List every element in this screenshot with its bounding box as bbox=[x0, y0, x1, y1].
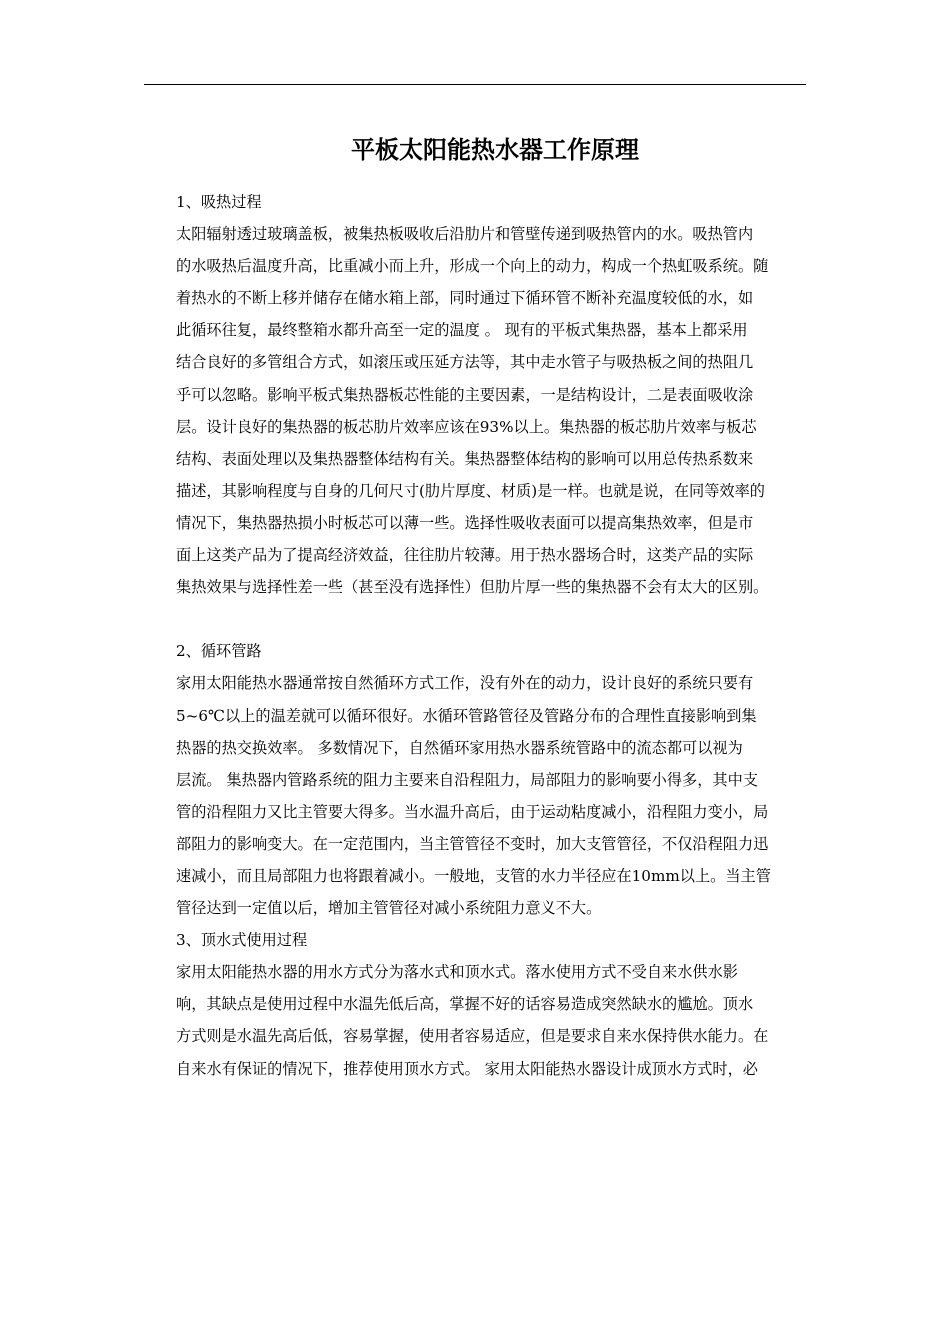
body-line: 面上这类产品为了提高经济效益，往往肋片较薄。用于热水器场合时，这类产品的实际 bbox=[176, 546, 754, 565]
body-line: 此循环往复，最终整箱水都升高至一定的温度 。 现有的平板式集热器，基本上都采用 bbox=[176, 321, 748, 340]
section-heading: 1、吸热过程 bbox=[176, 193, 262, 211]
body-line: 情况下，集热器热损小时板芯可以薄一些。选择性吸收表面可以提高集热效率，但是市 bbox=[176, 513, 754, 532]
body-line: 结构、表面处理以及集热器整体结构有关。集热器整体结构的影响可以用总传热系数来 bbox=[176, 449, 754, 468]
body-line: 部阻力的影响变大。在一定范围内，当主管管径不变时，加大支管管径，不仅沿程阻力迅 bbox=[176, 834, 769, 853]
body-line: 速减小，而且局部阻力也将跟着减小。一般地，支管的水力半径应在10mm以上。当主管 bbox=[176, 866, 771, 885]
body-line: 集热效果与选择性差一些（甚至没有选择性）但肋片厚一些的集热器不会有太大的区别。 bbox=[176, 578, 769, 597]
body-line: 乎可以忽略。影响平板式集热器板芯性能的主要因素，一是结构设计，二是表面吸收涂 bbox=[176, 385, 754, 404]
body-line: 方式则是水温先高后低，容易掌握，使用者容易适应，但是要求自来水保持供水能力。在 bbox=[176, 1027, 769, 1046]
body-line: 家用太阳能热水器通常按自然循环方式工作，没有外在的动力，设计良好的系统只要有 bbox=[176, 674, 754, 693]
section-heading: 3、顶水式使用过程 bbox=[176, 931, 308, 950]
document-title: 平板太阳能热水器工作原理 bbox=[351, 136, 639, 164]
body-line: 着热水的不断上移并储存在储水箱上部，同时通过下循环管不断补充温度较低的水，如 bbox=[176, 289, 754, 308]
body-line: 管径达到一定值以后，增加主管管径对减小系统阻力意义不大。 bbox=[176, 899, 602, 918]
body-line: 结合良好的多管组合方式，如滚压或压延方法等，其中走水管子与吸热板之间的热阻几 bbox=[176, 353, 754, 372]
body-line: 层流。 集热器内管路系统的阻力主要来自沿程阻力，局部阻力的影响要小得多，其中支 bbox=[176, 770, 758, 789]
body-line: 太阳辐射透过玻璃盖板，被集热板吸收后沿肋片和管壁传递到吸热管内的水。吸热管内 bbox=[176, 225, 754, 244]
body-line: 自来水有保证的情况下，推荐使用顶水方式。 家用太阳能热水器设计成顶水方式时，必 bbox=[176, 1059, 758, 1078]
header-rule bbox=[144, 84, 806, 85]
body-line: 家用太阳能热水器的用水方式分为落水式和顶水式。落水使用方式不受自来水供水影 bbox=[176, 963, 738, 982]
paragraph-spacer bbox=[176, 603, 816, 635]
body-line: 5~6℃以上的温差就可以循环很好。水循环管路管径及管路分布的合理性直接影响到集 bbox=[176, 706, 757, 725]
document-body bbox=[176, 186, 816, 1085]
section-heading: 2、循环管路 bbox=[176, 642, 262, 661]
body-line: 描述，其影响程度与自身的几何尺寸(肋片厚度、材质)是一样。也就是说，在同等效率的 bbox=[176, 481, 765, 500]
body-line: 热器的热交换效率。 多数情况下，自然循环家用热水器系统管路中的流态都可以视为 bbox=[176, 738, 743, 757]
body-line: 层。设计良好的集热器的板芯肋片效率应该在93%以上。集热器的板芯肋片效率与板芯 bbox=[176, 417, 757, 436]
body-line: 响，其缺点是使用过程中水温先低后高，掌握不好的话容易造成突然缺水的尴尬。顶水 bbox=[176, 995, 754, 1014]
body-line: 的水吸热后温度升高，比重减小而上升，形成一个向上的动力，构成一个热虹吸系统。随 bbox=[176, 257, 769, 276]
body-line: 管的沿程阻力又比主管要大得多。当水温升高后，由于运动粘度减小，沿程阻力变小，局 bbox=[176, 802, 769, 821]
